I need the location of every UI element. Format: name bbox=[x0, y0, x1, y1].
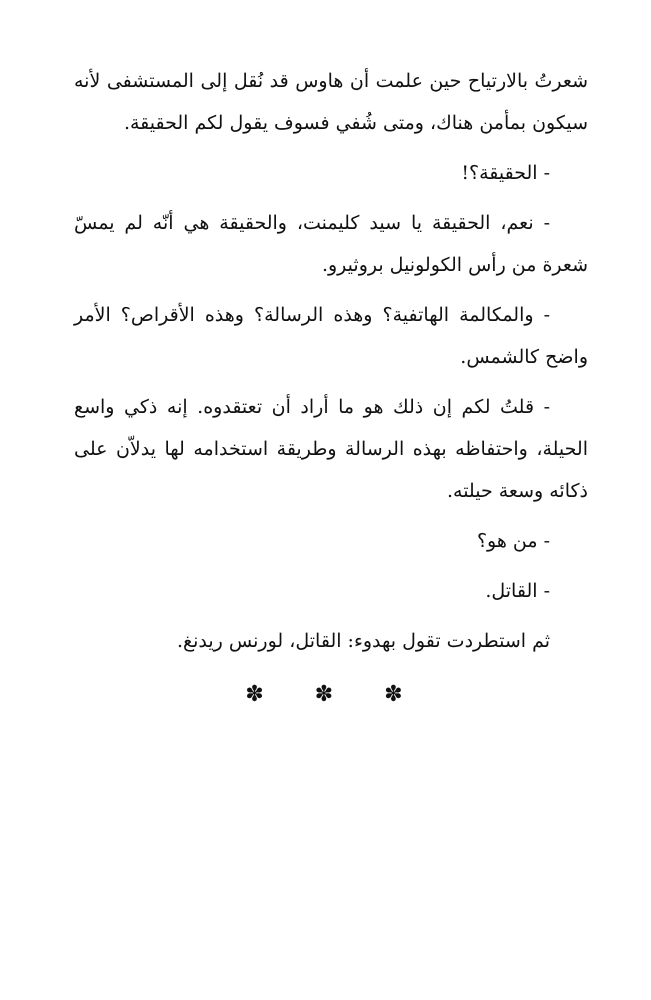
paragraph-6: - من هو؟ bbox=[476, 530, 550, 552]
paragraph-1: شعرتُ بالارتياح حين علمت أن هاوس قد نُقل إلى المستشفى لأنه سيكون بمأمن هناك، ومتى شُفي فسوف يقول لكم الحقيقة. bbox=[74, 70, 588, 134]
separator-star-icon: ✽ bbox=[314, 682, 348, 707]
paragraph-3: - نعم، الحقيقة يا سيد كليمنت، والحقيقة هي أنّه لم يمسّ شعرة من رأس الكولونيل بروثيرو. bbox=[74, 212, 588, 276]
section-separator bbox=[74, 674, 588, 716]
separator-star-icon: ✽ bbox=[384, 682, 417, 707]
paragraph-2: - الحقيقة؟! bbox=[461, 162, 550, 184]
paragraph-7: - القاتل. bbox=[485, 580, 550, 602]
paragraph-5: - قلتُ لكم إن ذلك هو ما أراد أن تعتقدوه. إنه ذكي واسع الحيلة، واحتفاظه بهذه الرسالة وطريقة استخدامه لها يدلاّن على ذكائه وسعة حيلته. bbox=[74, 396, 588, 502]
paragraph-8: ثم استطردت تقول بهدوء: القاتل، لورنس ريدنغ. bbox=[176, 630, 550, 652]
paragraph-4: - والمكالمة الهاتفية؟ وهذه الرسالة؟ وهذه الأقراص؟ الأمر واضح كالشمس. bbox=[74, 304, 588, 368]
page-text bbox=[74, 60, 588, 716]
separator-star-icon: ✽ bbox=[245, 682, 278, 707]
